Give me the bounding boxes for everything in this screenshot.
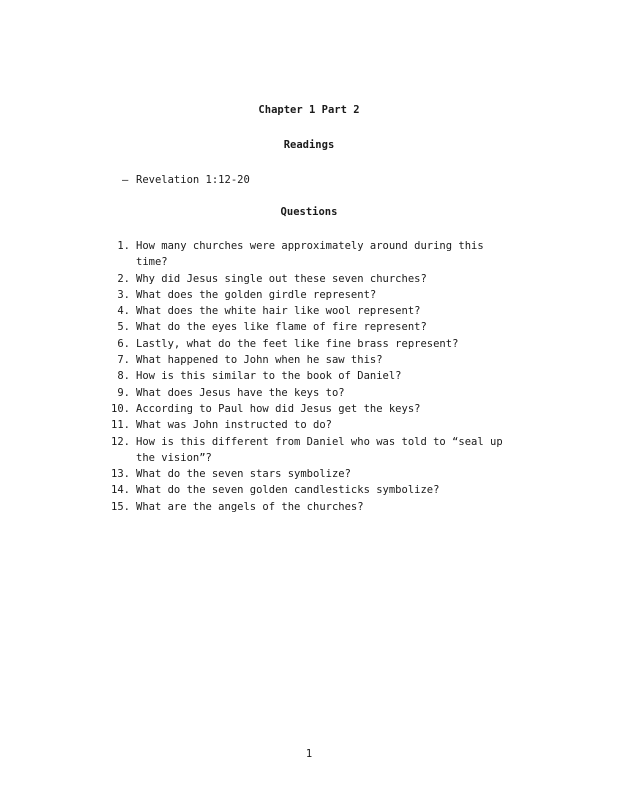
question-text: What was John instructed to do? <box>136 419 332 432</box>
item-number: 11. <box>111 419 130 432</box>
question-text: What do the seven stars symbolize? <box>136 468 351 481</box>
item-number: 8. <box>117 370 130 383</box>
item-number: 5. <box>117 321 130 334</box>
list-item <box>108 385 508 401</box>
readings-heading: Readings <box>283 139 335 151</box>
question-text: What happened to John when he saw this? <box>136 354 383 367</box>
page-number: 1 <box>305 748 313 760</box>
readings-list <box>122 172 250 188</box>
question-text: How is this similar to the book of Daniel? <box>136 370 402 383</box>
item-number: 12. <box>111 435 130 448</box>
list-item <box>122 172 250 188</box>
list-item <box>108 336 508 352</box>
question-text: What do the eyes like flame of fire represent? <box>136 321 427 334</box>
question-text: According to Paul how did Jesus get the keys? <box>136 402 421 415</box>
list-bullet: – <box>122 174 129 186</box>
item-number: 1. <box>117 240 130 252</box>
question-text: What does Jesus have the keys to? <box>136 386 345 399</box>
list-item <box>108 401 508 417</box>
questions-heading: Questions <box>280 206 338 218</box>
item-number: 9. <box>117 386 130 399</box>
list-item <box>108 466 508 482</box>
item-number: 4. <box>117 305 130 318</box>
list-item <box>108 482 508 498</box>
question-text: What does the golden girdle represent? <box>136 288 377 301</box>
list-item <box>108 368 508 384</box>
item-number: 14. <box>111 484 130 497</box>
list-item <box>108 287 508 303</box>
question-text: What are the angels of the churches? <box>136 500 364 513</box>
list-item <box>108 499 508 515</box>
item-number: 13. <box>111 468 130 481</box>
list-item <box>108 352 508 368</box>
question-text: Lastly, what do the feet like fine brass represent? <box>136 337 459 350</box>
list-item <box>108 319 508 335</box>
question-text: What does the white hair like wool represent? <box>136 305 421 318</box>
item-number: 3. <box>117 288 130 301</box>
page-title: Chapter 1 Part 2 <box>258 104 360 116</box>
list-item <box>108 434 508 467</box>
list-item <box>108 271 508 287</box>
item-number: 10. <box>111 402 130 415</box>
item-number: 2. <box>117 272 130 285</box>
item-number: 6. <box>117 337 130 350</box>
item-number: 15. <box>111 500 130 513</box>
list-item <box>108 238 508 271</box>
list-item <box>108 417 508 433</box>
list-item <box>108 303 508 319</box>
question-text: How many churches were approximately around during this time? <box>136 240 484 269</box>
reading-text: Revelation 1:12-20 <box>136 174 250 186</box>
item-number: 7. <box>117 354 130 367</box>
questions-list <box>108 238 508 515</box>
question-text: What do the seven golden candlesticks symbolize? <box>136 484 440 497</box>
question-text: How is this different from Daniel who was told to “seal up the vision”? <box>136 435 503 464</box>
question-text: Why did Jesus single out these seven churches? <box>136 272 427 285</box>
